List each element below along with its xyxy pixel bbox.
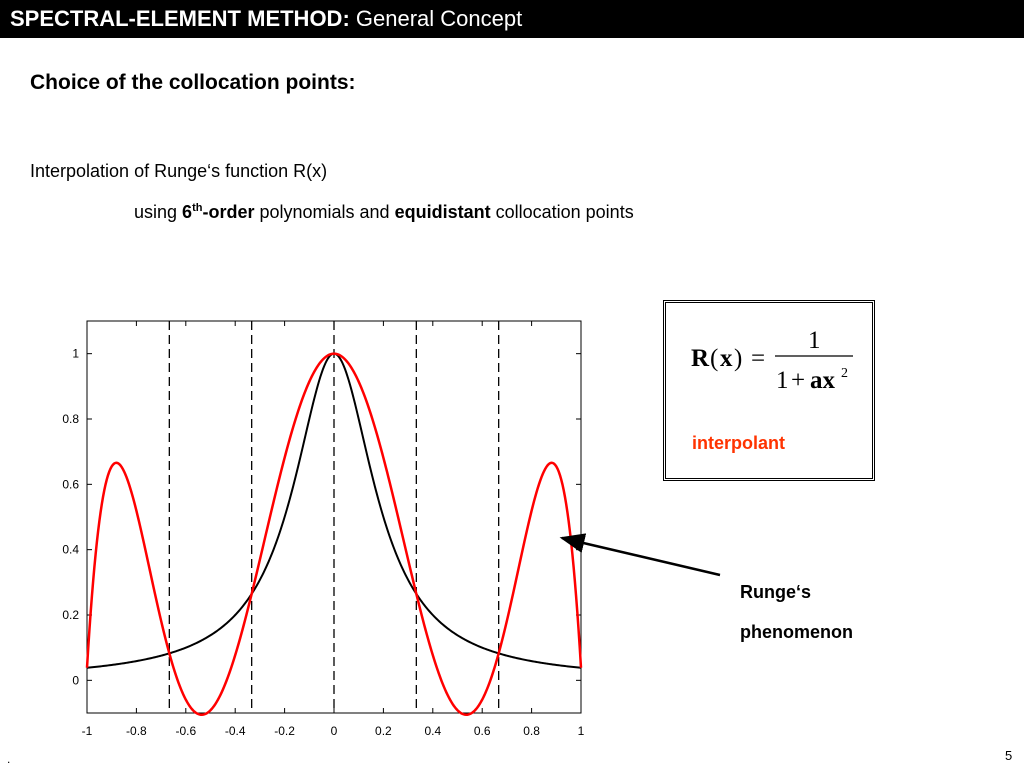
using-text: using [134, 202, 178, 222]
formula-lhs-x: x [720, 345, 733, 372]
order-text: 6th-order [182, 202, 255, 222]
formula-denominator-one: 1 [776, 367, 789, 394]
polynomials-text: polynomials and [259, 202, 390, 222]
y-tick-label-3: 0.6 [62, 477, 79, 492]
x-tick-label-2: -0.6 [175, 724, 197, 738]
x-tick-label-8: 0.6 [473, 724, 491, 738]
slide-title-regular: General Concept [355, 6, 523, 31]
y-tick-label-1: 0.2 [62, 608, 79, 622]
formula-denominator-ax: ax [810, 367, 835, 394]
runge-arrow [562, 538, 720, 575]
runge-phenomenon-label: Runge‘s phenomenon [740, 582, 853, 642]
x-tick-label-4: -0.2 [274, 724, 295, 738]
y-tick-label-0: 0 [72, 673, 79, 688]
section-heading: Choice of the collocation points: [30, 71, 356, 94]
x-tick-label-0: -1 [81, 724, 93, 738]
y-tick-label-2: 0.4 [62, 542, 79, 557]
slide-title-bold: SPECTRAL-ELEMENT METHOD: [10, 6, 350, 31]
formula-numerator: 1 [808, 327, 821, 354]
y-tick-label-4: 0.8 [62, 412, 79, 426]
x-tick-label-6: 0.2 [375, 724, 392, 738]
x-tick-label-1: -0.8 [126, 724, 147, 738]
footer-dot: . [7, 752, 11, 766]
equidistant-text: equidistant [394, 202, 491, 222]
formula-denominator-plus: + [791, 367, 806, 394]
formula-open-paren: ( [710, 345, 719, 372]
formula-exponent: 2 [841, 366, 848, 381]
x-tick-label-7: 0.4 [424, 724, 442, 738]
y-tick-label-5: 1 [72, 346, 79, 361]
formula-lhs-R: R [691, 345, 710, 372]
description-line-1: Interpolation of Runge‘s function R(x) [30, 161, 328, 181]
interpolant-label: interpolant [692, 433, 785, 453]
formula-eq: = [751, 345, 766, 372]
page-number: 5 [1005, 748, 1013, 763]
x-tick-label-3: -0.4 [224, 724, 246, 738]
x-tick-label-9: 0.8 [523, 724, 540, 738]
x-tick-label-10: 1 [577, 724, 585, 738]
collocation-text: collocation points [495, 202, 634, 222]
x-tick-label-5: 0 [330, 724, 338, 738]
formula-close-paren: ) [734, 345, 743, 372]
